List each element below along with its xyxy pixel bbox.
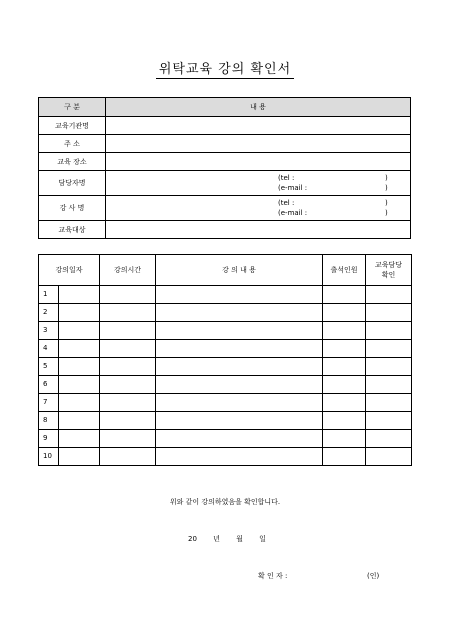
label-manager: 담당자명	[39, 171, 106, 196]
field-address[interactable]	[106, 135, 411, 153]
header-confirm-line2: 확인	[381, 271, 396, 279]
seal-mark: (인)	[367, 572, 380, 580]
table-row	[39, 286, 412, 304]
table-row	[39, 448, 412, 466]
cell-content[interactable]	[156, 358, 323, 376]
field-target[interactable]	[106, 221, 411, 239]
statement: 위와 같이 강의하였음을 확인합니다.	[169, 498, 281, 506]
info-header-row	[39, 98, 411, 117]
cell-date[interactable]	[39, 430, 100, 448]
row-number: 10	[39, 448, 59, 465]
lecture-table	[38, 254, 412, 466]
row-location	[39, 153, 411, 171]
row-number: 3	[39, 322, 59, 339]
row-number: 5	[39, 358, 59, 375]
cell-time[interactable]	[100, 358, 156, 376]
cell-date[interactable]	[39, 412, 100, 430]
document-title	[0, 58, 450, 79]
cell-date[interactable]	[39, 304, 100, 322]
cell-confirm[interactable]	[366, 448, 412, 466]
instructor-email-close: )	[385, 209, 388, 217]
row-target	[39, 221, 411, 239]
label-target: 교육대상	[39, 221, 106, 239]
cell-confirm[interactable]	[366, 340, 412, 358]
table-row	[39, 376, 412, 394]
cell-content[interactable]	[156, 430, 323, 448]
cell-time[interactable]	[100, 304, 156, 322]
document-title-text: 위탁교육 강의 확인서	[156, 58, 294, 79]
table-row	[39, 358, 412, 376]
cell-attendance[interactable]	[323, 304, 366, 322]
cell-date[interactable]	[39, 358, 100, 376]
cell-content[interactable]	[156, 376, 323, 394]
header-category: 구 분	[39, 98, 106, 117]
cell-content[interactable]	[156, 322, 323, 340]
cell-attendance[interactable]	[323, 376, 366, 394]
cell-content[interactable]	[156, 304, 323, 322]
cell-time[interactable]	[100, 322, 156, 340]
cell-time[interactable]	[100, 412, 156, 430]
date-line: 20 년 월 일	[188, 535, 266, 543]
cell-content[interactable]	[156, 448, 323, 466]
field-institution[interactable]	[106, 117, 411, 135]
cell-time[interactable]	[100, 286, 156, 304]
row-number: 6	[39, 376, 59, 393]
instructor-tel-label: (tel :	[278, 199, 295, 207]
header-content: 내 용	[106, 98, 411, 117]
header-attendance: 출석인원	[323, 255, 366, 286]
cell-date[interactable]	[39, 340, 100, 358]
row-number: 8	[39, 412, 59, 429]
cell-time[interactable]	[100, 394, 156, 412]
manager-tel-label: (tel :	[278, 174, 295, 182]
row-address	[39, 135, 411, 153]
row-number: 1	[39, 286, 59, 303]
cell-confirm[interactable]	[366, 286, 412, 304]
cell-attendance[interactable]	[323, 358, 366, 376]
manager-tel-close: )	[385, 174, 388, 182]
info-table	[38, 97, 411, 239]
instructor-tel-close: )	[385, 199, 388, 207]
row-number: 2	[39, 304, 59, 321]
label-location: 교육 장소	[39, 153, 106, 171]
row-number: 4	[39, 340, 59, 357]
header-confirm	[366, 255, 412, 286]
cell-date[interactable]	[39, 376, 100, 394]
cell-time[interactable]	[100, 376, 156, 394]
cell-date[interactable]	[39, 286, 100, 304]
cell-content[interactable]	[156, 340, 323, 358]
header-confirm-line1: 교육담당	[374, 261, 403, 269]
header-content: 강 의 내 용	[156, 255, 323, 286]
table-row	[39, 340, 412, 358]
field-location[interactable]	[106, 153, 411, 171]
cell-time[interactable]	[100, 340, 156, 358]
cell-confirm[interactable]	[366, 322, 412, 340]
cell-attendance[interactable]	[323, 430, 366, 448]
cell-attendance[interactable]	[323, 340, 366, 358]
table-row	[39, 430, 412, 448]
cell-attendance[interactable]	[323, 412, 366, 430]
cell-content[interactable]	[156, 394, 323, 412]
row-institution	[39, 117, 411, 135]
manager-email-close: )	[385, 184, 388, 192]
table-row	[39, 304, 412, 322]
row-number: 7	[39, 394, 59, 411]
cell-date[interactable]	[39, 322, 100, 340]
table-row	[39, 322, 412, 340]
header-date: 강의일자	[39, 255, 100, 286]
label-instructor: 강 사 명	[39, 196, 106, 221]
cell-attendance[interactable]	[323, 448, 366, 466]
cell-confirm[interactable]	[366, 358, 412, 376]
cell-content[interactable]	[156, 412, 323, 430]
instructor-email-label: (e-mail :	[278, 209, 308, 217]
cell-time[interactable]	[100, 448, 156, 466]
label-address: 주 소	[39, 135, 106, 153]
lecture-header-row	[39, 255, 412, 286]
field-manager[interactable]	[106, 171, 411, 196]
cell-confirm[interactable]	[366, 304, 412, 322]
cell-attendance[interactable]	[323, 394, 366, 412]
manager-email-label: (e-mail :	[278, 184, 308, 192]
cell-attendance[interactable]	[323, 286, 366, 304]
label-institution: 교육기관명	[39, 117, 106, 135]
cell-attendance[interactable]	[323, 322, 366, 340]
cell-time[interactable]	[100, 430, 156, 448]
cell-content[interactable]	[156, 286, 323, 304]
cell-confirm[interactable]	[366, 376, 412, 394]
field-instructor[interactable]	[106, 196, 411, 221]
row-instructor	[39, 196, 411, 221]
row-manager	[39, 171, 411, 196]
cell-date[interactable]	[39, 394, 100, 412]
row-number: 9	[39, 430, 59, 447]
header-time: 강의시간	[100, 255, 156, 286]
table-row	[39, 394, 412, 412]
cell-confirm[interactable]	[366, 430, 412, 448]
table-row	[39, 412, 412, 430]
cell-confirm[interactable]	[366, 412, 412, 430]
confirmer-label: 확 인 자 :	[258, 572, 288, 580]
cell-date[interactable]	[39, 448, 100, 466]
cell-confirm[interactable]	[366, 394, 412, 412]
